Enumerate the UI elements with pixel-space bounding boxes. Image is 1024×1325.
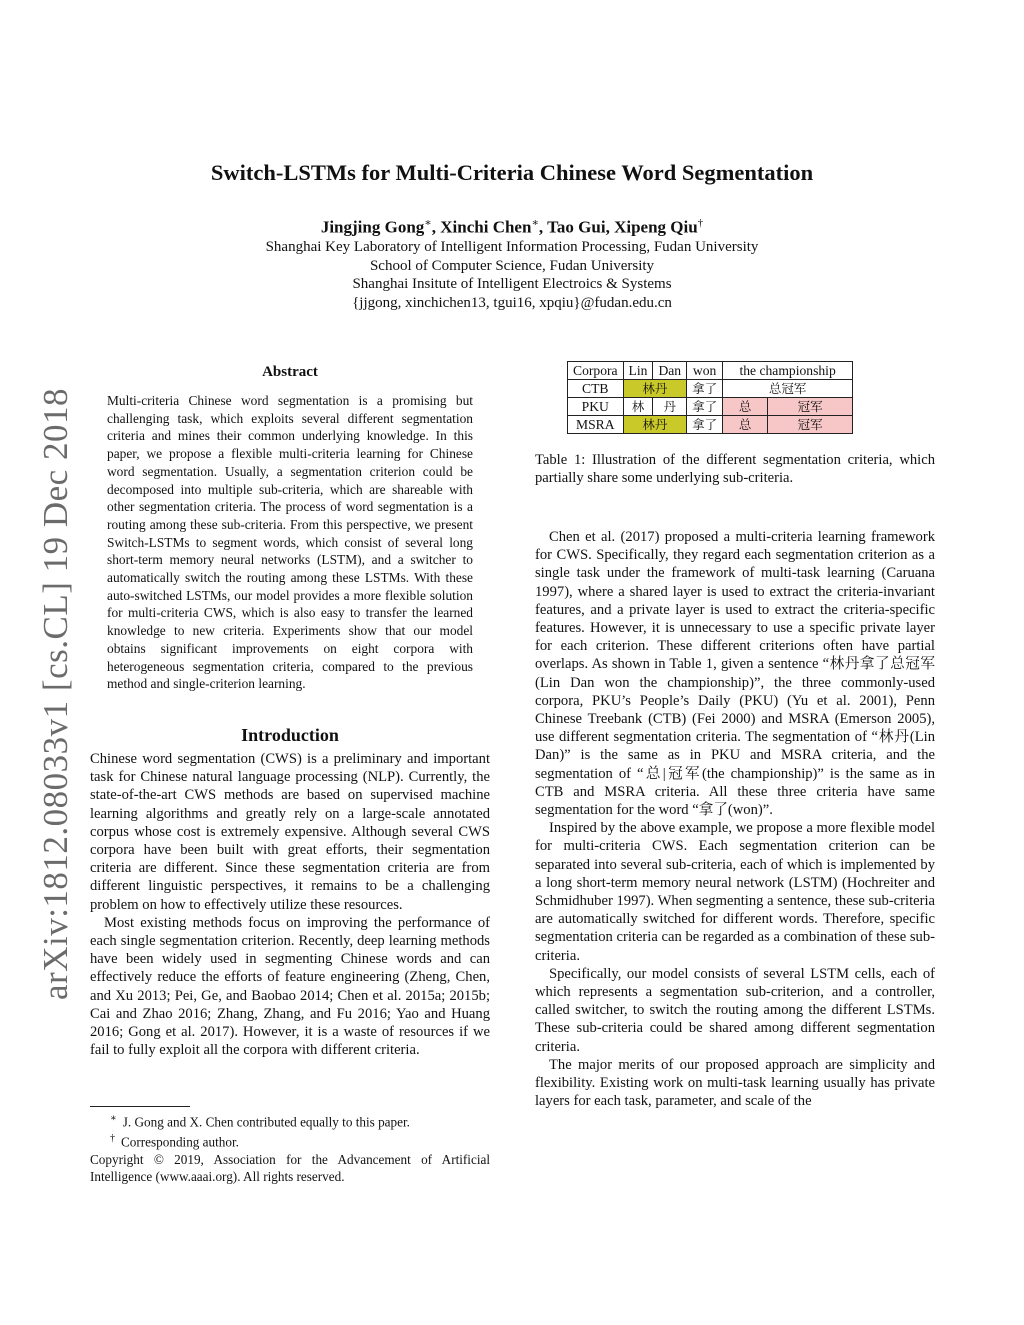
table-cell-won: 拿了 [687,380,723,398]
equal-contribution-mark: ∗ [531,217,539,229]
author-emails: {jjgong, xinchichen13, tgui16, xpqiu}@fudan.edu.cn [352,294,672,311]
footnote-corresponding [90,1130,490,1150]
table-header-cell: Dan [653,362,687,380]
footnote-mark: † [110,1133,115,1145]
affiliations [0,238,1024,312]
footnote-equal-contribution [90,1110,490,1130]
author-name: Jingjing Gong [320,217,425,237]
corresponding-author-mark: † [697,217,704,229]
affiliation-line: Shanghai Insitute of Intelligent Electroics & Systems [352,276,672,292]
footnote-text: Corresponding author. [121,1134,239,1150]
equal-contribution-mark: ∗ [424,217,432,229]
table-cell-championship: 总冠军 [723,380,853,398]
table-header-cell: won [687,362,723,380]
table-header-cell: the championship [723,362,853,380]
table-cell-zong: 总 [723,416,768,434]
footnote-mark: ∗ [110,1113,117,1124]
table-cell-dan: 丹 [653,398,687,416]
copyright-notice: Copyright © 2019, Association for the Advancement of Artificial Intelligence (www.aaai.org). All rights reserved. [90,1151,490,1184]
table-cell-lindan: 林丹 [623,416,687,434]
segmentation-table [567,361,853,434]
table-cell-corpus: PKU [568,398,624,416]
paper-title: Switch-LSTMs for Multi-Criteria Chinese Word Segmentation [210,160,814,185]
table-cell-won: 拿了 [687,398,723,416]
paragraph: Chen et al. (2017) proposed a multi-criteria learning framework for CWS. Specifically, they regard each segmentation criterion as a single task under the framework of multi-task learning (Caruana 1997), where a shared layer is used to extract the criteria-invariant features, and a private layer is used to extract the criteria-specific features. However, it is unnecessary to use a specific private layer for each criterion. These different criterions often have partial overlaps. As shown in Table 1, given a sentence “林丹拿了总冠军(Lin Dan won the championship)”, the three commonly-used corpora, PKU’s People’s Daily (PKU) (Yu et al. 2001), Penn Chinese Treebank (CTB) (Fei 2000) and MSRA (Emerson 2005), use different segmentation criteria. The segmentation of “林丹(Lin Dan)” is the same as in PKU and MSRA criteria, and the segmentation of “总|冠军(the championship)” is the same as in CTB and MSRA criteria. All these three criteria have same segmentation for the word “拿了(won)”. [535,529,935,819]
abstract-body [107,392,473,693]
table-row-pku [568,398,853,416]
caption-text: Table 1: Illustration of the different segmentation criteria, which partially share some underlying sub-criteria. [535,452,935,487]
table-header-cell: Lin [623,362,653,380]
table-cell-guanjun: 冠军 [768,398,853,416]
author-name: Xipeng Qiu [614,217,698,237]
table-header-cell: Corpora [568,362,624,380]
introduction-body [90,750,490,1059]
table-cell-corpus: MSRA [568,416,624,434]
arxiv-stamp: arXiv:1812.08033v1 [cs.CL] 19 Dec 2018 [36,388,75,1000]
table-cell-lindan: 林丹 [623,380,687,398]
table-cell-zong: 总 [723,398,768,416]
author-name: Xinchi Chen [440,217,532,237]
table-caption [535,451,935,487]
table-cell-won: 拿了 [687,416,723,434]
table-cell-corpus: CTB [568,380,624,398]
footnote-text: J. Gong and X. Chen contributed equally to this paper. [122,1114,410,1130]
affiliation-line: Shanghai Key Laboratory of Intelligent Information Processing, Fudan University [265,239,759,255]
table-row-ctb [568,380,853,398]
abstract-heading: Abstract [262,364,318,380]
abstract-text: Multi-criteria Chinese word segmentation is a promising but challenging task, which exploits several different segmentation criteria and mines their common underlying knowledge. In this paper, we propose a flexible multi-criteria learning for Chinese word segmentation. Usually, a segmentation criterion could be decomposed into multiple sub-criteria, which are shareable with other segmentation criteria. The process of word segmentation is a routing among these sub-criteria. From this perspective, we present Switch-LSTMs to segment words, which consist of several long short-term memory neural networks (LSTM), and a switcher to automatically switch the routing among these LSTMs. With these auto-switched LSTMs, our model provides a more flexible solution for multi-criteria CWS, which is also easy to transfer the learned knowledge to new criteria. Experiments show that our model obtains significant improvements on eight corpora with heterogeneous segmentation criteria, compared to the previous method and single-criterion learning. [107,393,473,692]
paragraph: Most existing methods focus on improving the performance of each single segmentation criterion. Recently, deep learning methods have been widely used in segmenting Chinese words and can effectively reduce the efforts of feature engineering (Zheng, Chen, and Xu 2013; Pei, Ge, and Baobao 2014; Chen et al. 2015a; 2015b; Cai and Zhao 2016; Zhang, Zhang, and Fu 2016; Yao and Huang 2016; Gong et al. 2017). However, it is a waste of resources if we fail to fully exploit all the corpora with different criteria. [90,914,490,1059]
paragraph: The major merits of our proposed approach are simplicity and flexibility. Existing work on multi-task learning usually has private layers for each task, parameter, and scale of the [535,1056,935,1110]
footnotes [90,1110,490,1185]
paragraph: Inspired by the above example, we propose a more flexible model for multi-criteria CWS. Each segmentation criterion can be separated into several sub-criteria, each of which is implemented by a long short-term memory neural network (LSTM) (Hochreiter and Schmidhuber 1997). When segmenting a sentence, these sub-criteria are automatically switched for different words. Therefore, specific segmentation criteria can be regarded as a combination of these sub-criteria. [535,820,935,964]
table-cell-guanjun: 冠军 [768,416,853,434]
introduction-heading: Introduction [241,725,339,745]
footnote-divider [90,1106,190,1107]
author-name: Tao Gui [547,217,606,237]
paragraph: Chinese word segmentation (CWS) is a preliminary and important task for Chinese natural language processing (NLP). Currently, the state-of-the-art CWS methods are based on supervised machine learning algorithms and greatly rely on a large-scale annotated corpus whose cost is extremely expensive. Although several CWS corpora have been built with great efforts, their segmentation criteria are different. Since these segmentation criteria are from different linguistic perspectives, it remains to be a challenging problem on how to effectively utilize these resources. [90,751,490,913]
table-row-msra [568,416,853,434]
right-column-body [535,528,935,1111]
paragraph: Specifically, our model consists of several LSTM cells, each of which represents a segmentation sub-criterion, and a controller, called switcher, to switch the routing among the different LSTMs. These sub-criteria could be shared among different segmentation criteria. [535,965,935,1055]
author-list: Jingjing Gong∗, Xinchi Chen∗, Tao Gui, Xipeng Qiu† [320,217,704,237]
affiliation-line: School of Computer Science, Fudan University [369,257,655,274]
table-header-row [568,362,853,380]
table-cell-lin: 林 [623,398,653,416]
